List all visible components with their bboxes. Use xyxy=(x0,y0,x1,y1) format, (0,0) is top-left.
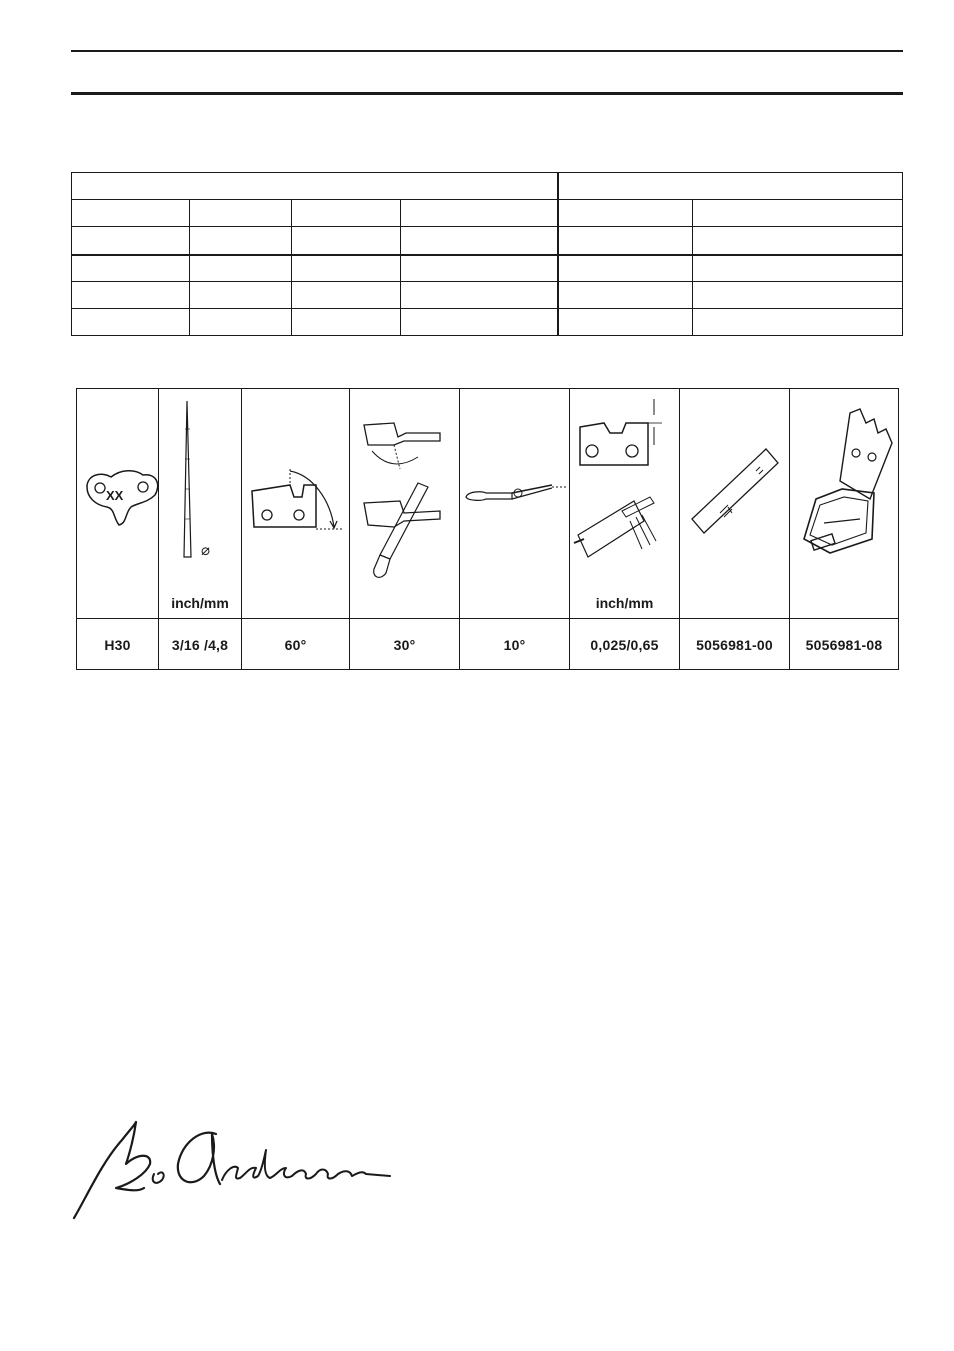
table-row-divider xyxy=(72,254,902,256)
table-col-divider xyxy=(291,199,292,335)
table-group-divider xyxy=(557,173,559,335)
specification-table xyxy=(71,172,903,336)
file-angle-icon xyxy=(350,389,460,618)
table-col-divider xyxy=(400,199,401,335)
file-guide-part-number: 5056981-08 xyxy=(805,637,883,653)
diameter-symbol: ⌀ xyxy=(201,541,211,559)
table-row-divider xyxy=(72,226,902,227)
chart-column-file-angle xyxy=(350,389,460,669)
chain-link-xx-icon xyxy=(77,389,159,618)
table-row-divider xyxy=(72,281,902,282)
signature xyxy=(66,1118,396,1224)
file-guide-tool-icon xyxy=(790,389,898,618)
file-holder-tilt-icon xyxy=(460,389,570,618)
table-row-divider xyxy=(72,199,902,200)
chart-column-top-angle xyxy=(242,389,350,669)
depth-gauge-tool-icon xyxy=(680,389,790,618)
round-file-icon xyxy=(159,389,242,618)
depth-tool-part-number: 5056981-00 xyxy=(696,637,773,653)
sharpening-chart xyxy=(76,388,899,670)
table-col-divider xyxy=(692,199,693,335)
chart-column-depth-tool xyxy=(680,389,790,669)
header-rule-bottom xyxy=(71,92,903,95)
file-unit-label: inch/mm xyxy=(171,595,229,611)
chart-column-file-guide xyxy=(790,389,898,669)
chart-column-chain xyxy=(77,389,159,669)
chain-code-label: XX xyxy=(106,488,124,503)
file-angle-value: 30° xyxy=(393,637,416,653)
cutter-top-angle-icon xyxy=(242,389,350,618)
depth-gauge-setting-icon xyxy=(570,389,680,618)
depth-unit-label: inch/mm xyxy=(595,595,654,611)
chart-column-file-tilt xyxy=(460,389,570,669)
top-plate-angle-value: 60° xyxy=(284,637,307,653)
file-tilt-value: 10° xyxy=(503,637,526,653)
table-col-divider xyxy=(189,199,190,335)
chart-column-file-diameter xyxy=(159,389,242,669)
chain-type-value: H30 xyxy=(104,637,131,653)
table-row-divider xyxy=(72,308,902,309)
file-diameter-value: 3/16 /4,8 xyxy=(171,637,229,653)
depth-gauge-value: 0,025/0,65 xyxy=(590,637,659,653)
chart-column-depth-gauge xyxy=(570,389,680,669)
header-rule-top xyxy=(71,50,903,52)
